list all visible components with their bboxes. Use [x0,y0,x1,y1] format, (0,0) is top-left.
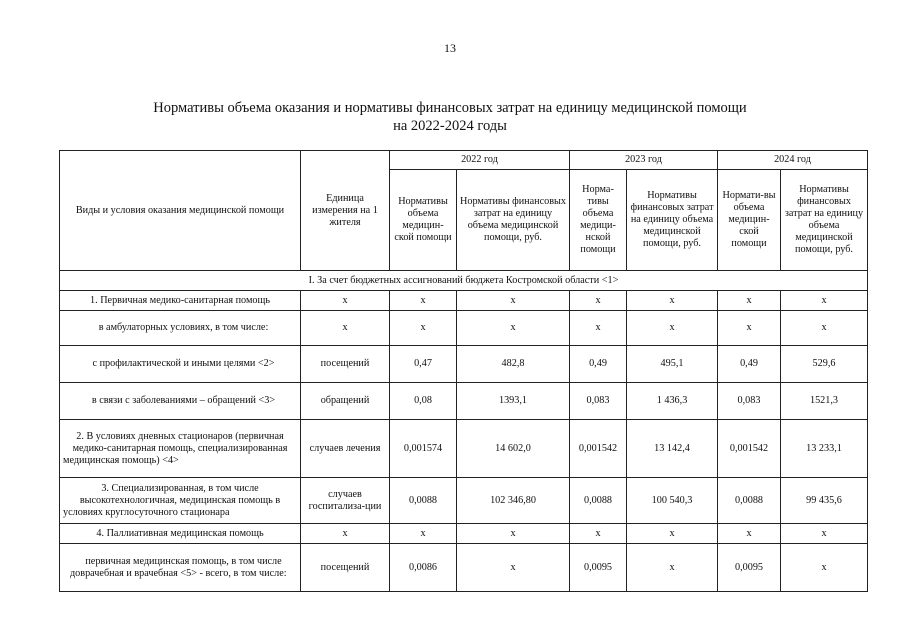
row-volume-2022: 0,0086 [390,544,457,592]
row-cost-2024: 13 233,1 [781,420,868,478]
row-volume-2024: 0,001542 [718,420,781,478]
table-row [60,311,868,346]
row-cost-2024: х [781,291,868,311]
row-volume-2024: х [718,291,781,311]
header-volume-2022: Нормативы объема медицин-ской помощи [390,170,457,271]
header-year-2022: 2022 год [390,151,570,170]
header-row-years [60,151,868,170]
row-volume-2024: х [718,524,781,544]
row-cost-2022: 482,8 [457,346,570,383]
table-row [60,420,868,478]
row-cost-2024: 99 435,6 [781,478,868,524]
row-volume-2022: 0,47 [390,346,457,383]
header-year-2024: 2024 год [718,151,868,170]
row-volume-2023: 0,001542 [570,420,627,478]
row-unit: случаев лечения [301,420,390,478]
page-number: 13 [444,41,456,55]
row-cost-2024: х [781,544,868,592]
row-cost-2023: х [627,544,718,592]
row-cost-2024: х [781,524,868,544]
row-volume-2024: 0,49 [718,346,781,383]
row-cost-2023: х [627,311,718,346]
header-volume-2023: Норма-тивы объема медици-нской помощи [570,170,627,271]
row-cost-2022: 14 602,0 [457,420,570,478]
row-volume-2024: 0,0088 [718,478,781,524]
row-unit: х [301,311,390,346]
table-row [60,346,868,383]
header-cost-2024: Нормативы финансовых затрат на единицу объема медицинской помощи, руб. [781,170,868,271]
row-cost-2023: 100 540,3 [627,478,718,524]
table-row [60,524,868,544]
header-cost-2022: Нормативы финансовых затрат на единицу объема медицинской помощи, руб. [457,170,570,271]
row-volume-2024: 0,083 [718,383,781,420]
row-cost-2022: х [457,291,570,311]
row-cost-2022: х [457,524,570,544]
row-cost-2024: х [781,311,868,346]
table-row [60,383,868,420]
row-cost-2022: 102 346,80 [457,478,570,524]
row-volume-2022: 0,001574 [390,420,457,478]
row-kind: с профилактической и иными целями <2> [60,346,301,383]
row-cost-2023: 1 436,3 [627,383,718,420]
row-volume-2022: х [390,291,457,311]
row-volume-2023: 0,083 [570,383,627,420]
row-unit: х [301,524,390,544]
row-volume-2022: 0,0088 [390,478,457,524]
header-unit: Единица измерения на 1 жителя [301,151,390,271]
row-unit: случаев госпитализа-ции [301,478,390,524]
row-volume-2023: 0,0095 [570,544,627,592]
title-line-2: на 2022-2024 годы [393,118,507,134]
row-volume-2024: 0,0095 [718,544,781,592]
norms-table [59,150,868,592]
section-heading: I. За счет бюджетных ассигнований бюджета Костромской области <1> [60,271,868,291]
header-volume-2024: Нормати-вы объема медицин-ской помощи [718,170,781,271]
table-row [60,544,868,592]
row-cost-2023: х [627,524,718,544]
row-kind: в связи с заболеваниями – обращений <3> [60,383,301,420]
row-cost-2023: 13 142,4 [627,420,718,478]
row-cost-2024: 529,6 [781,346,868,383]
row-kind: 4. Паллиативная медицинская помощь [60,524,301,544]
table-row [60,291,868,311]
row-unit: х [301,291,390,311]
row-volume-2022: х [390,524,457,544]
row-cost-2023: 495,1 [627,346,718,383]
row-cost-2022: х [457,544,570,592]
row-volume-2023: х [570,311,627,346]
row-cost-2022: х [457,311,570,346]
row-volume-2023: х [570,291,627,311]
row-unit: посещений [301,346,390,383]
document-title [0,99,900,135]
row-unit: обращений [301,383,390,420]
row-cost-2023: х [627,291,718,311]
row-volume-2022: х [390,311,457,346]
row-volume-2024: х [718,311,781,346]
row-unit: посещений [301,544,390,592]
row-cost-2022: 1393,1 [457,383,570,420]
row-kind: 1. Первичная медико-санитарная помощь [60,291,301,311]
row-cost-2024: 1521,3 [781,383,868,420]
section-row [60,271,868,291]
row-kind: 3. Специализированная, в том числе высокотехнологичная, медицинская помощь в условиях круглосуточного стационара [60,478,301,524]
row-kind: первичная медицинская помощь, в том числе доврачебная и врачебная <5> - всего, в том числе: [60,544,301,592]
row-volume-2023: х [570,524,627,544]
row-kind: в амбулаторных условиях, в том числе: [60,311,301,346]
title-line-1: Нормативы объема оказания и нормативы финансовых затрат на единицу медицинской помощи [153,100,747,116]
header-kind: Виды и условия оказания медицинской помощи [60,151,301,271]
header-cost-2023: Нормативы финансовых затрат на единицу объема медицинской помощи, руб. [627,170,718,271]
header-year-2023: 2023 год [570,151,718,170]
row-volume-2023: 0,0088 [570,478,627,524]
row-kind: 2. В условиях дневных стационаров (первичная медико-санитарная помощь, специализированная медицинская помощь) <4> [60,420,301,478]
row-volume-2023: 0,49 [570,346,627,383]
row-volume-2022: 0,08 [390,383,457,420]
table-row [60,478,868,524]
